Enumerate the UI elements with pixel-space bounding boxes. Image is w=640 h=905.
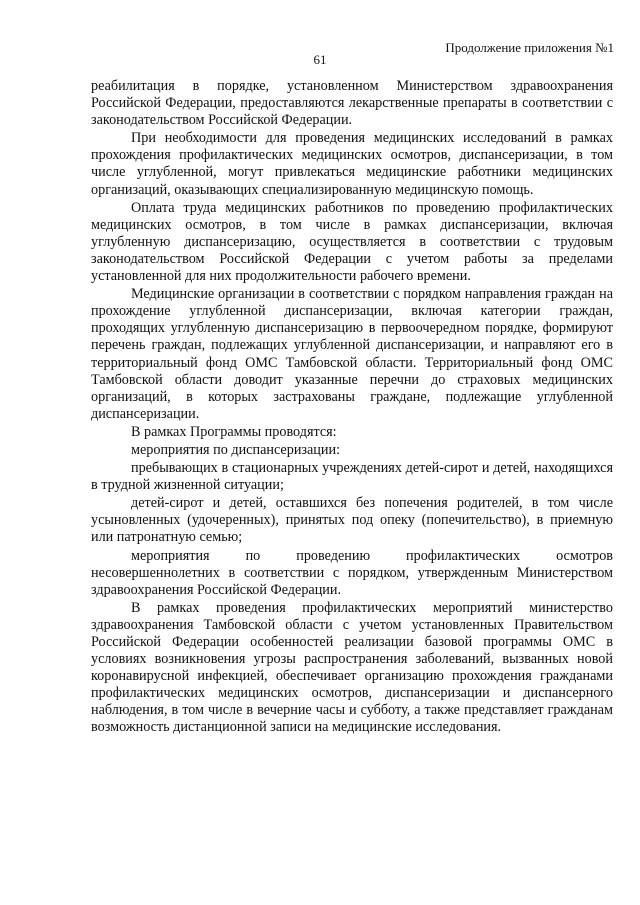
list-item: детей-сирот и детей, оставшихся без попечения родителей, в том числе усыновленных (удочеренных), принятых под опеку (попечительство), в приемную или патронатную семью; (91, 495, 613, 546)
paragraph: В рамках Программы проводятся: (131, 423, 337, 440)
paragraph: Оплата труда медицинских работников по проведению профилактических медицинских осмотров, в том числе в рамках диспансеризации, включая углубленную диспансеризацию, осуществляется в соответствии с трудовым законодательством Российской Федерации с учетом работы за пределами установленной для них продолжительности рабочего времени. (91, 199, 613, 285)
paragraph: мероприятия по проведению профилактических осмотров несовершеннолетних в соответствии с порядком, утвержденным Министерством здравоохранения Российской Федерации. (91, 547, 613, 598)
paragraph-continuation: реабилитация в порядке, установленном Министерством здравоохранения Российской Федерации, предоставляются лекарственные препараты в соответствии с законодательством Российской Федерации. (91, 78, 613, 129)
page-number: 61 (313, 52, 327, 67)
paragraph: мероприятия по диспансеризации: (131, 441, 341, 458)
document-body (91, 78, 613, 737)
appendix-continuation-label: Продолжение приложения №1 (445, 40, 614, 55)
paragraph: Медицинские организации в соответствии с порядком направления граждан на прохождение углубленной диспансеризации, включая категории граждан, проходящих углубленную диспансеризацию в первоочередном порядке, формируют перечень граждан, подлежащих углубленной диспансеризации, и направляют его в территориальный фонд ОМС Тамбовской области. Территориальный фонд ОМС Тамбовской области доводит указанные перечни до страховых медицинских организаций, в которых застрахованы граждане, подлежащие углубленной диспансеризации. (91, 286, 613, 422)
list-item: пребывающих в стационарных учреждениях детей-сирот и детей, находящихся в трудной жизненной ситуации; (91, 460, 613, 494)
paragraph: При необходимости для проведения медицинских исследований в рамках прохождения профилактических медицинских осмотров, диспансеризации, в том числе углубленной, могут привлекаться медицинские работники медицинских организаций, оказывающих специализированную медицинскую помощь. (91, 130, 613, 198)
paragraph: В рамках проведения профилактических мероприятий министерство здравоохранения Тамбовской области с учетом установленных Правительством Российской Федерации особенностей реализации базовой программы ОМС в условиях возникновения угрозы распространения заболеваний, вызванных новой коронавирусной инфекцией, обеспечивает организацию прохождения гражданами профилактических медицинских осмотров, диспансеризации и диспансерного наблюдения, в том числе в вечерние часы и субботу, а также представляет гражданам возможность дистанционной записи на медицинские исследования. (91, 599, 613, 736)
